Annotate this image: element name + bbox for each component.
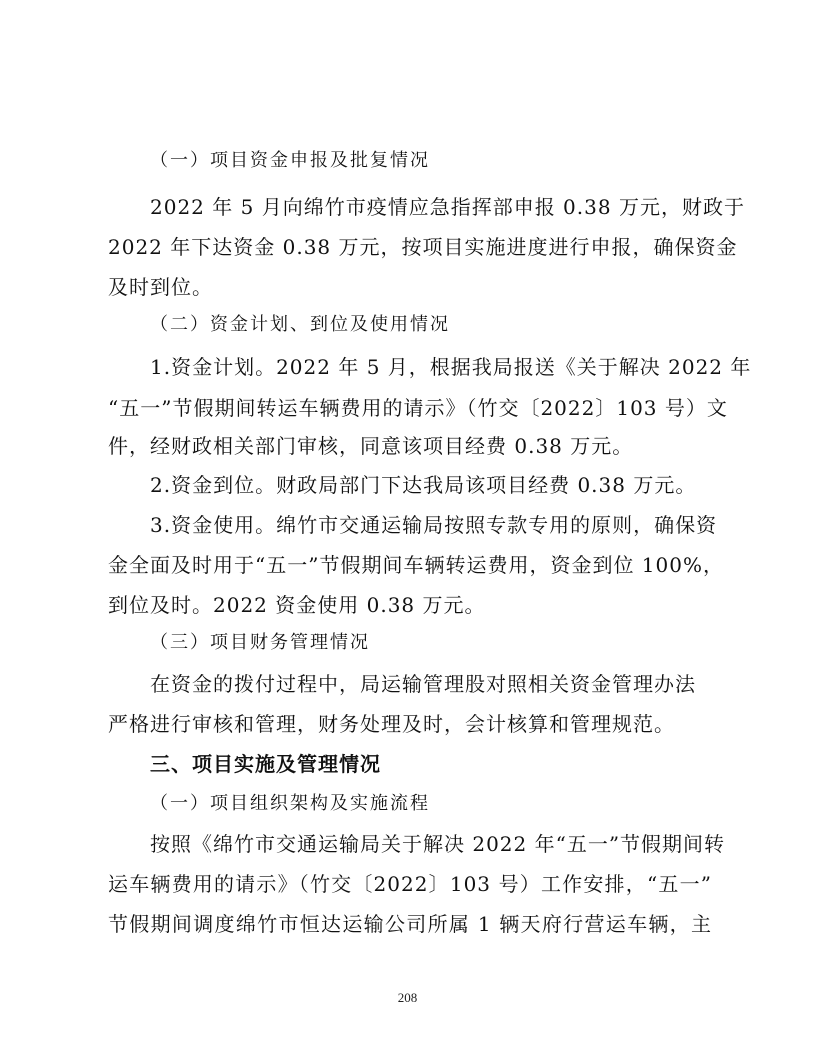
paragraph-line: 1.资金计划。2022 年 5 月，根据我局报送《关于解决 2022 年 [150,355,752,379]
paragraph-line: 件，经财政相关部门审核，同意该项目经费 0.38 万元。 [108,434,634,458]
paragraph-line: 2022 年下达资金 0.38 万元，按项目实施进度进行申报，确保资金 [108,235,738,259]
paragraph-line: 运车辆费用的请示》（竹交〔2022〕103 号）工作安排，“五一” [108,872,712,896]
paragraph-line: 在资金的拨付过程中，局运输管理股对照相关资金管理办法 [150,672,696,696]
page-number: 208 [397,990,418,1005]
section-heading-financial-management: （三）项目财务管理情况 [150,632,370,653]
paragraph-line: 节假期间调度绵竹市恒达运输公司所属 1 辆天府行营运车辆，主 [108,912,712,936]
paragraph-line: 按照《绵竹市交通运输局关于解决 2022 年“五一”节假期间转 [150,832,726,856]
paragraph-line: “五一”节假期间转运车辆费用的请示》（竹交〔2022〕103 号）文 [108,396,728,420]
section-heading-funds-plan-usage: （二）资金计划、到位及使用情况 [150,314,450,335]
section-heading-project-funds-application: （一）项目资金申报及批复情况 [150,150,430,171]
paragraph-line: 2022 年 5 月向绵竹市疫情应急指挥部申报 0.38 万元，财政于 [150,195,745,219]
chapter-heading-implementation: 三、项目实施及管理情况 [150,752,381,776]
paragraph-line: 到位及时。2022 资金使用 0.38 万元。 [108,593,486,617]
paragraph-line: 金全面及时用于“五一”节假期间车辆转运费用，资金到位 100%， [108,553,724,577]
paragraph-line: 及时到位。 [108,275,213,299]
paragraph-line: 2.资金到位。财政局部门下达我局该项目经费 0.38 万元。 [150,473,697,497]
section-heading-organization-flow: （一）项目组织架构及实施流程 [150,793,430,814]
paragraph-line: 严格进行审核和管理，财务处理及时，会计核算和管理规范。 [108,712,675,736]
paragraph-line: 3.资金使用。绵竹市交通运输局按照专款专用的原则，确保资 [150,513,718,537]
